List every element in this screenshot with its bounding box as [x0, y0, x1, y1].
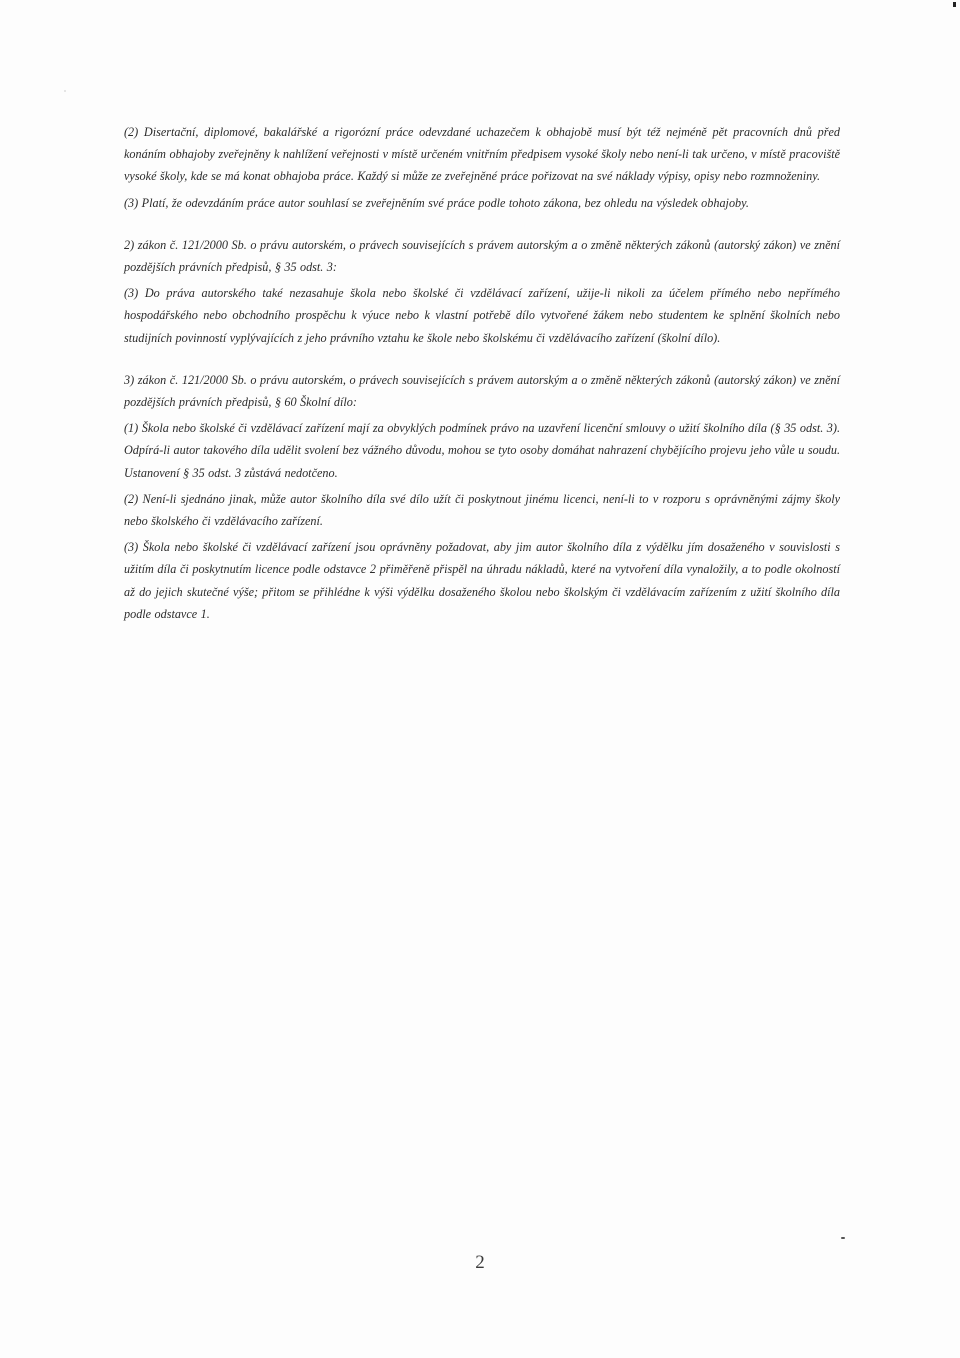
paragraph-school-work-usage: (3) Do práva autorského také nezasahuje škola nebo školské či vzdělávací zařízení, užije-li nikoli za účelem přímého nebo nepřímého hospodářského nebo obchodního prospěchu k výuce nebo k vlastní potřebě dílo vytvořené žákem nebo studentem ke splnění školních nebo studijních povinností vyplývajících z jeho právního vztahu ke škole nebo školskému či vzdělávacího zařízení (školní dílo). [124, 286, 840, 345]
footnote-2-law-reference: 2) zákon č. 121/2000 Sb. o právu autorském, o právech souvisejících s právem autorským a o změně některých zákonů (autorský zákon) ve znění pozdějších právních předpisů, § 35 odst. 3: [124, 237, 840, 275]
paragraph-cost-contribution: (3) Škola nebo školské či vzdělávací zařízení jsou oprávněny požadovat, aby jim autor školního díla z výdělku jím dosaženého v souvislosti s užitím díla či poskytnutím licence podle odstavce 2 přiměřeně přispěl na úhradu nákladů, které na vytvoření díla vynaložily, a to podle okolností až do jejich skutečné výše; přitom se přihlédne k výši výdělku dosaženého školou nebo školským či vzdělávacím zařízením z užití školního díla podle odstavce 1. [124, 540, 840, 621]
scan-speck [841, 1237, 845, 1239]
scan-speck [64, 90, 66, 92]
page-number: 2 [475, 1252, 485, 1273]
paragraph-thesis-publication: (2) Disertační, diplomové, bakalářské a rigorózní práce odevzdané uchazečem k obhajobě musí být též nejméně pět pracovních dnů před konáním obhajoby zveřejněny k nahlížení veřejnosti v místě určeném vnitřním předpisem vysoké školy nebo není-li tak určeno, v místě pracoviště vysoké školy, kde se má konat obhajoba práce. Každý si může ze zveřejněné práce pořizovat na své náklady výpisy, opisy nebo rozmnoženiny. [124, 125, 840, 184]
paragraph-author-consent: (3) Platí, že odevzdáním práce autor souhlasí se zveřejněním své práce podle tohoto zákona, bez ohledu na výsledek obhajoby. [124, 195, 749, 210]
paragraph-author-use: (2) Není-li sjednáno jinak, může autor školního díla své dílo užít či poskytnout jinému licenci, není-li to v rozporu s oprávněnými zájmy školy nebo školského či vzdělávacího zařízení. [124, 491, 840, 529]
paragraph-license-agreement: (1) Škola nebo školské či vzdělávací zařízení mají za obvyklých podmínek právo na uzavření licenční smlouvy o užití školního díla (§ 35 odst. 3). Odpírá-li autor takového díla udělit svolení bez vážného důvodu, mohou se tyto osoby domáhat nahrazení chybějícího projevu jeho vůle u soudu. Ustanovení § 35 odst. 3 zůstává nedotčeno. [124, 421, 840, 480]
footnote-3-law-reference: 3) zákon č. 121/2000 Sb. o právu autorském, o právech souvisejících s právem autorským a o změně některých zákonů (autorský zákon) ve znění pozdějších právních předpisů, § 60 Školní dílo: [124, 372, 840, 410]
scan-corner-mark [953, 2, 956, 7]
document-body [124, 121, 840, 625]
